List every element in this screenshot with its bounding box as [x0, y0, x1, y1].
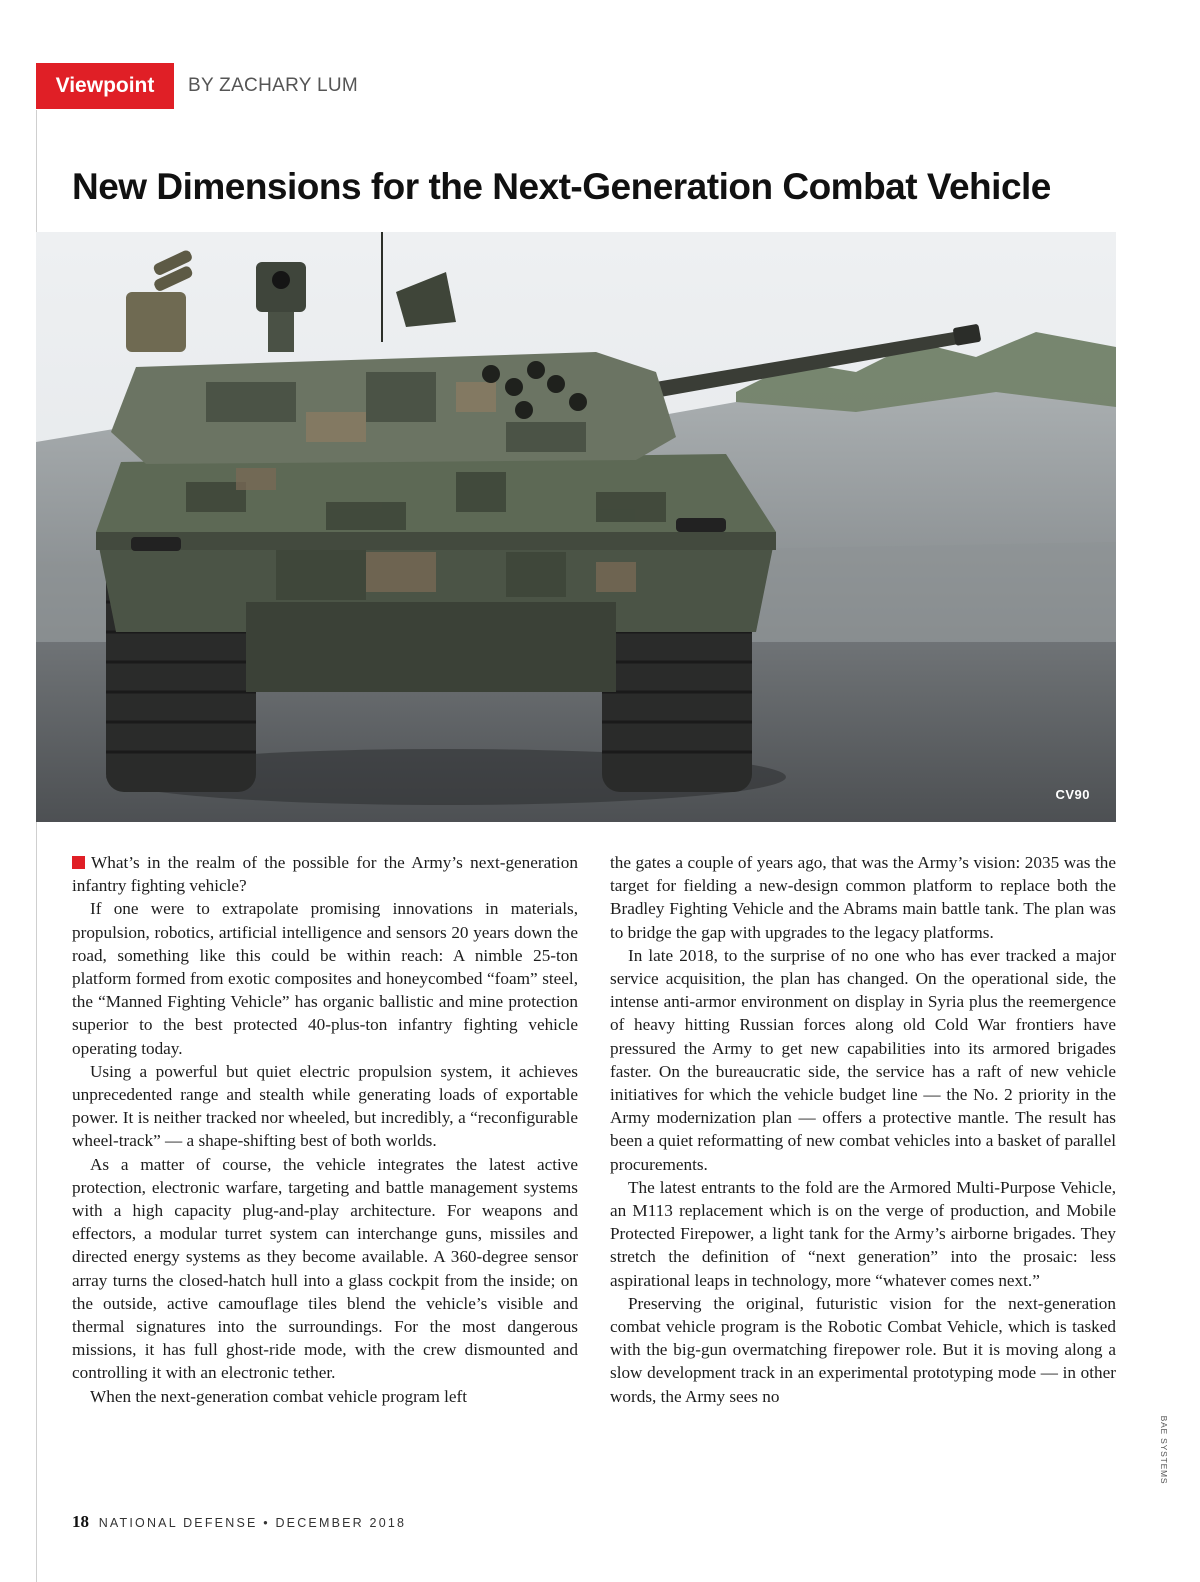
square-bullet-icon [72, 856, 85, 869]
article-column-left [72, 851, 578, 1408]
paragraph: Preserving the original, futuristic vision for the next-generation combat vehicle program is the Robotic Combat Vehicle, which is tasked with the big-gun overmatching firepower role. But it is moving along a slow development track in an experimental prototyping mode — in other words, the Army sees no [610, 1293, 1116, 1406]
byline: BY ZACHARY LUM [188, 75, 358, 96]
paragraph: What’s in the realm of the possible for the Army’s next-generation infantry fighting vehicle? [72, 853, 578, 896]
page-footer [72, 1512, 406, 1532]
paragraph: As a matter of course, the vehicle integrates the latest active protection, electronic warfare, targeting and battle management systems with a high capacity plug-and-play architecture. For weapons and effectors, a modular turret system can interchange guns, missiles and directed energy systems as they become available. A 360-degree sensor array turns the closed-hatch hull into a glass cockpit from the inside; on the outside, active camouflage tiles blend the vehicle’s visible and thermal signatures into the surroundings. For the most dangerous missions, it has full ghost-ride mode, with the crew dismounted and controlling it with an electronic tether. [72, 1154, 578, 1383]
paragraph: The latest entrants to the fold are the Armored Multi-Purpose Vehicle, an M113 replacement which is on the verge of production, and Mobile Protected Firepower, a light tank for the Army’s airborne brigades. They stretch the definition of “next generation” into the prosaic: less aspirational leaps in technology, more “whatever comes next.” [610, 1177, 1116, 1290]
page-number: 18 [72, 1512, 89, 1531]
combat-vehicle-illustration [36, 232, 1116, 822]
photo-credit: BAE SYSTEMS [1159, 1415, 1169, 1485]
section-label: Viewpoint [36, 63, 174, 109]
article-title: New Dimensions for the Next-Generation Combat Vehicle [72, 166, 1051, 207]
article-column-right [610, 851, 1116, 1408]
article-photo [36, 232, 1116, 822]
photo-caption-label: CV90 [1055, 787, 1090, 802]
paragraph: If one were to extrapolate promising innovations in materials, propulsion, robotics, artificial intelligence and sensors 20 years down the road, something like this could be within reach: A nimble 25-ton platform formed from exotic composites and honeycombed “foam” steel, the “Manned Fighting Vehicle” has organic ballistic and mine protection superior to the best protected 40-plus-ton infantry fighting vehicle operating today. [72, 899, 578, 1058]
paragraph: In late 2018, to the surprise of no one who has ever tracked a major service acquisition, the plan has changed. On the operational side, the intense anti-armor environment on display in Syria plus the reemergence of heavy hitting Russian forces along old Cold War frontiers have pressured the Army to get new capabilities into its armored brigades faster. On the bureaucratic side, the service has a raft of new vehicle initiatives for which the vehicle budget line — the No. 2 priority in the Army modernization plan — offers a protective mantle. The result has been a quiet reformatting of new combat vehicles into a basket of parallel procurements. [610, 945, 1116, 1174]
paragraph: When the next-generation combat vehicle program left [90, 1386, 468, 1406]
publication-line: NATIONAL DEFENSE • DECEMBER 2018 [98, 1516, 407, 1530]
paragraph: the gates a couple of years ago, that was the Army’s vision: 2035 was the target for fielding a new-design common platform to replace both the Bradley Fighting Vehicle and the Abrams main battle tank. The plan was to bridge the gap with upgrades to the legacy platforms. [610, 853, 1116, 942]
paragraph: Using a powerful but quiet electric propulsion system, it achieves unprecedented range and stealth while generating loads of exportable power. It is neither tracked nor wheeled, but incredibly, a “reconfigurable wheel-track” — a shape-shifting best of both worlds. [72, 1061, 578, 1151]
